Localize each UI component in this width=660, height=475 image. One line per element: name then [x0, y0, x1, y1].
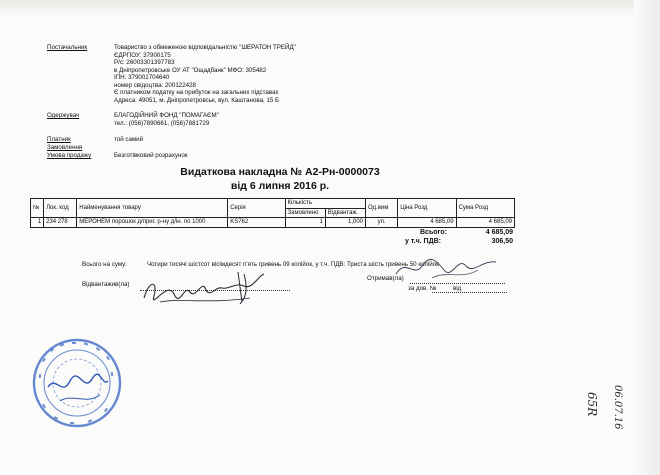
col-shipped-header: Відвантаж.	[325, 208, 365, 218]
proxy-line	[432, 292, 507, 293]
table-row	[31, 218, 515, 228]
cell-num: 1	[31, 218, 44, 228]
supplier-line: Р/с: 26003301397783	[114, 59, 175, 66]
cell-unit: уп.	[366, 218, 398, 228]
cell-sum: 4 685,09	[456, 218, 514, 228]
scan-edge-right	[634, 0, 660, 475]
shipped-by-label: Відвантажив(ла)	[82, 281, 130, 288]
amount-words-label: Всього на суму:	[82, 261, 127, 268]
cell-name: МЕРОНЕМ порошок д/приг. р-ну д/ін. по 1000	[77, 218, 228, 228]
col-price-header: Ціна Розд	[398, 199, 456, 218]
scan-edge-top	[0, 0, 660, 18]
supplier-line: Товариство з обмеженою відповідальністю "ШЕРАТОН ТРЕЙД"	[114, 44, 296, 51]
col-num-header: №	[31, 199, 44, 218]
cell-ordered: 1	[285, 218, 325, 228]
table-header-row	[31, 199, 515, 209]
supplier-line: Адреса: 49051, м. Дніпропетровськ, вул. Каштанова, 15 Б	[114, 96, 280, 104]
total-label: Всього:	[420, 229, 447, 236]
amount-words-text: Чотири тисячі шістсот вісімдесят п'ять гривень 09 копійок, у т.ч. ПДВ: Триста шість гривень 50 копійок	[147, 261, 439, 268]
vat-label: у т.ч. ПДВ:	[405, 238, 441, 245]
supplier-label: Постачальник	[47, 44, 88, 51]
cell-code: 234 278	[44, 218, 77, 228]
payer-value: той самий	[114, 136, 144, 143]
received-signature	[392, 252, 502, 282]
order-label: Замовлення	[47, 144, 83, 151]
cell-series: KS762	[228, 218, 285, 228]
recipient-name: БЛАГОДІЙНИЙ ФОНД "ПОМАГАЄМ"	[114, 112, 219, 119]
cell-price: 4 685,09	[398, 218, 456, 228]
terms-label: Умова продажу	[47, 152, 92, 159]
recipient-label: Одержувач	[47, 112, 80, 119]
vat-value: 306,50	[491, 238, 513, 245]
col-series-header: Серія	[228, 199, 285, 218]
col-code-header: Лок. код	[44, 199, 77, 218]
recipient-phone: тел.: (056)7890661, (056)7881729	[114, 119, 210, 127]
cell-shipped: 1,000	[325, 218, 365, 228]
supplier-line: ЄДРПОУ: 37900175	[114, 51, 171, 59]
proxy-from: від	[453, 285, 462, 292]
invoice-title: Видаткова накладна № А2-Рн-0000073	[180, 166, 380, 178]
goods-table	[30, 198, 515, 228]
supplier-line: Є платником податку на прибуток на загальних підставах	[114, 89, 279, 96]
handwritten-side-number: 65R	[585, 392, 599, 417]
handwritten-side-date: 06.07.16	[612, 385, 623, 430]
supplier-line: номер свідоцтва: 200122428	[114, 81, 196, 89]
handwritten-signature	[140, 268, 280, 310]
total-value: 4 685,09	[485, 229, 513, 236]
col-ordered-header: Замовлено	[285, 208, 325, 218]
received-signature-line	[410, 283, 505, 284]
supplier-line: ІПН: 379001704640	[114, 74, 170, 81]
col-name-header: Найменування товару	[77, 199, 228, 218]
terms-value: Безготівковий розрахунок	[114, 152, 188, 159]
payer-label: Платник	[47, 136, 71, 143]
supplier-line: в Дніпропетровське ОУ АТ "Ощадбанк" МФО: 305482	[114, 66, 267, 74]
proxy-label: за дов. №	[408, 285, 437, 292]
stamp-seal	[30, 335, 125, 430]
received-by-label: Отримав(ла)	[367, 275, 404, 282]
col-unit-header: Од.вим	[366, 199, 398, 218]
col-sum-header: Сума Розд	[456, 199, 514, 218]
invoice-date: від 6 липня 2016 р.	[230, 180, 330, 192]
col-qty-header: Кількість	[285, 199, 365, 209]
